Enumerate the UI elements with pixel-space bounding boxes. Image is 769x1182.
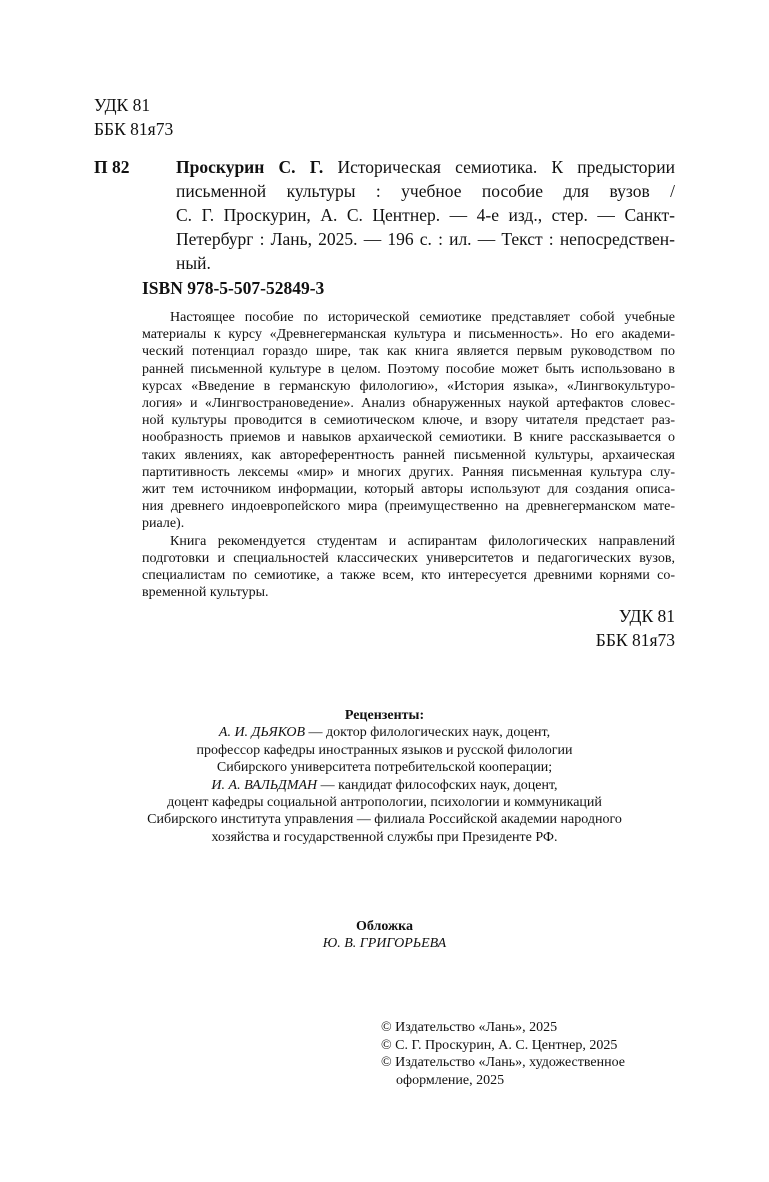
udk-code: УДК 81 xyxy=(94,95,151,115)
abstract-line: логия» и «Лингвострановедение». Анализ обнаруженных наукой артефактов словес- xyxy=(142,396,675,412)
copyright-line: оформление, 2025 xyxy=(396,1072,505,1088)
classification-bottom xyxy=(596,604,675,652)
reviewer-1-title: — доктор филологических наук, доцент, xyxy=(305,725,551,741)
biblio-title: Историческая семиотика. К предыстории xyxy=(337,157,676,177)
abstract-line: ческий потенциал гораздо шире, так как книга является первым руководством по xyxy=(142,344,675,360)
biblio-line-4: Петербург : Лань, 2025. — 196 с. : ил. — Текст : непосредствен- xyxy=(176,229,675,249)
reviewers xyxy=(94,707,675,846)
abstract-line: временной культуры. xyxy=(142,585,269,601)
reviewer-1 xyxy=(94,724,675,741)
reviewer-1-name: А. И. ДЬЯКОВ xyxy=(218,725,306,741)
author-mark: П 82 xyxy=(94,157,130,177)
reviewer-1-line: профессор кафедры иностранных языков и русской филологии xyxy=(196,742,573,758)
abstract-line: партитивность лексемы «мир» и многих других. Ранняя письменная культура слу- xyxy=(142,464,675,480)
biblio-author: Проскурин С. Г. xyxy=(176,157,324,177)
abstract-line: специалистам по семиотике, а также всем, кто интересуется древними корнями со- xyxy=(142,568,675,584)
udk-code: УДК 81 xyxy=(618,606,675,626)
abstract-line: ранней письменной культуре в целом. Поэтому пособие может быть использовано в xyxy=(142,361,675,377)
abstract-line: риале). xyxy=(142,516,185,532)
reviewers-heading: Рецензенты: xyxy=(344,708,425,723)
cover-designer: Ю. В. ГРИГОРЬЕВА xyxy=(322,936,447,952)
reviewer-2-line: хозяйства и государственной службы при Президенте РФ. xyxy=(211,829,558,845)
biblio-line-2: письменной культуры : учебное пособие для вузов / xyxy=(176,181,675,201)
abstract-line: Настоящее пособие по исторической семиотике представляет собой учебные xyxy=(170,310,675,325)
cover-credit xyxy=(94,918,675,953)
classification-top xyxy=(94,93,173,141)
abstract-line: материалы к курсу «Древнегерманская культура и письменность». Но его академи- xyxy=(142,327,675,343)
reviewer-2-line: Сибирского института управления — филиала Российской академии народного xyxy=(147,812,622,828)
abstract-line: жит тем источником информации, который авторы используют для создания описа- xyxy=(142,482,675,498)
abstract-line: ной культуры проводится в семиотическом ключе, и взору читателя предстает раз- xyxy=(142,413,675,429)
abstract-line: курсах «Введение в германскую филологию», «История языка», «Лингвокультуро- xyxy=(142,378,675,394)
bbk-code: ББК 81я73 xyxy=(595,630,675,650)
isbn: ISBN 978-5-507-52849-3 xyxy=(142,278,325,298)
abstract xyxy=(142,309,675,601)
abstract-line: Книга рекомендуется студентам и аспирантам филологических направлений xyxy=(170,533,675,549)
reviewer-2-line: доцент кафедры социальной антропологии, психологии и коммуникаций xyxy=(167,795,602,811)
reviewer-1-line: Сибирского университета потребительской кооперации; xyxy=(216,760,553,776)
biblio-line-3: С. Г. Проскурин, А. С. Центнер. — 4-е изд., стер. — Санкт- xyxy=(176,205,675,225)
copyright-line: © С. Г. Проскурин, А. С. Центнер, 2025 xyxy=(381,1037,618,1053)
copyright-line: © Издательство «Лань», художественное xyxy=(381,1055,625,1071)
abstract-line: таких явлениях, как автореферентность ранней письменной культуры, архаическая xyxy=(142,447,675,463)
reviewer-2-name: И. А. ВАЛЬДМАН xyxy=(211,777,318,793)
copyright-line: © Издательство «Лань», 2025 xyxy=(381,1020,558,1035)
bbk-code: ББК 81я73 xyxy=(94,119,174,139)
bibliographic-description xyxy=(176,155,675,275)
biblio-line-5: ный. xyxy=(176,253,211,273)
abstract-line: подготовки и специальностей классических университетов и педагогических вузов, xyxy=(142,550,675,566)
copyright-notices xyxy=(381,1019,625,1089)
biblio-line-1 xyxy=(176,155,675,179)
reviewer-2-title: — кандидат философских наук, доцент, xyxy=(317,777,558,793)
reviewer-2 xyxy=(94,777,675,794)
abstract-line: ния древнего индоевропейского мира (преимущественно на древнегерманском мате- xyxy=(142,499,675,515)
abstract-line: нообразность приемов и навыков архаической семиотики. В книге рассказывается о xyxy=(142,430,675,446)
cover-heading: Обложка xyxy=(355,919,414,934)
